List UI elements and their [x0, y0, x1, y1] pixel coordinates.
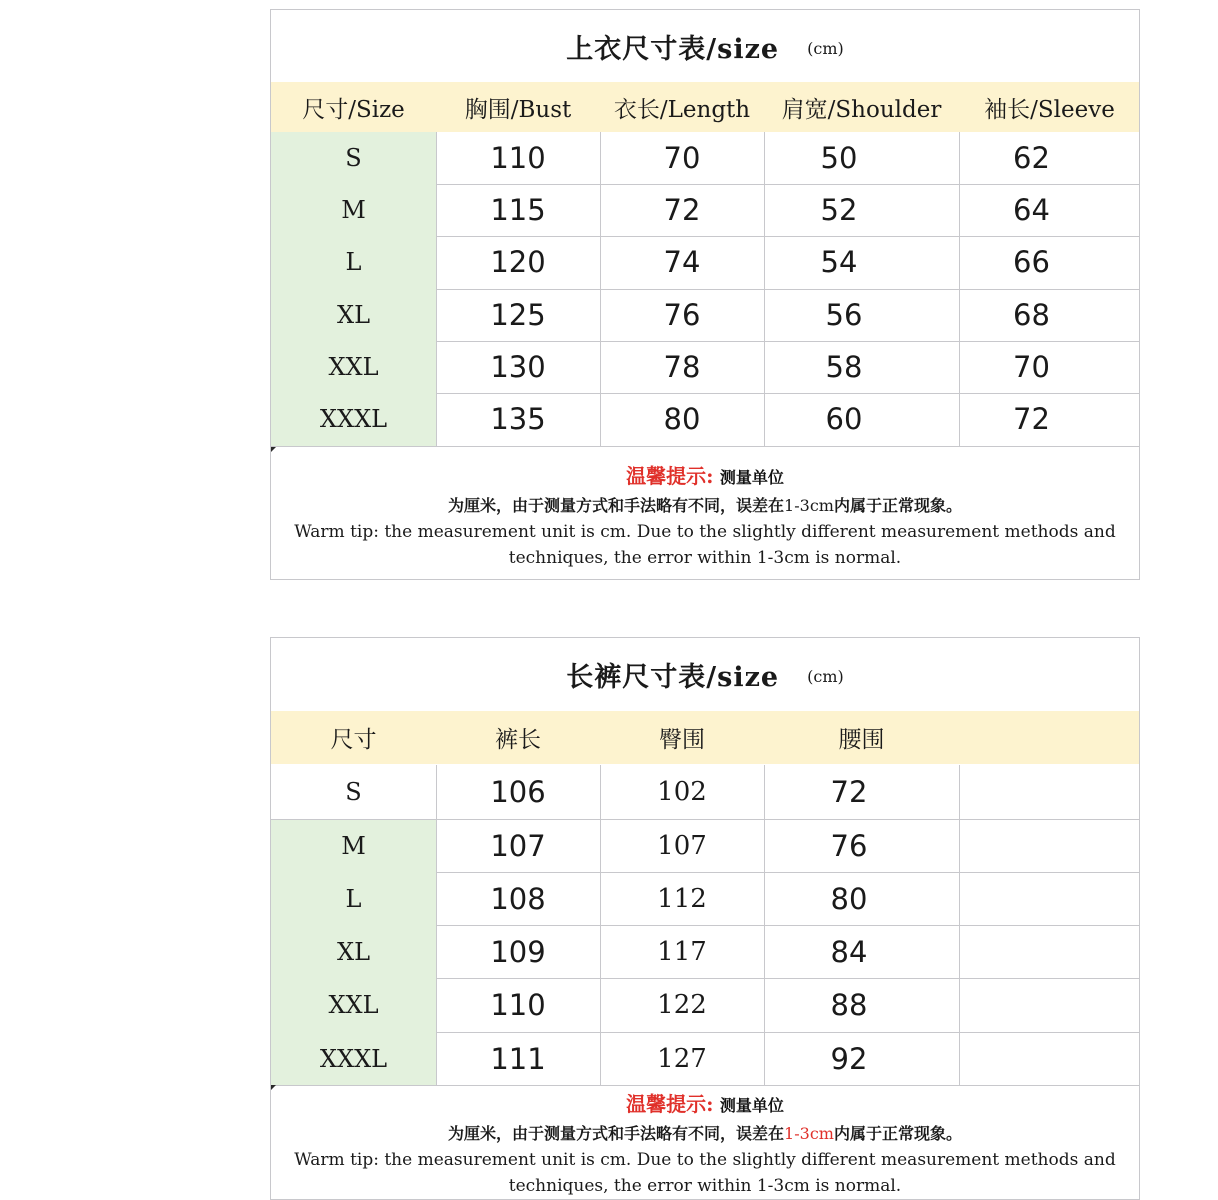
bust-cell: 110 [490, 141, 546, 175]
top-table-header-row [271, 82, 1139, 132]
pants-length-cell: 107 [490, 828, 546, 863]
hip-cell: 117 [657, 936, 707, 967]
bust-cell: 130 [490, 350, 546, 384]
grid-line [436, 393, 1139, 394]
size-cell: S [345, 778, 362, 806]
tip-label: 温馨提示: [626, 1092, 714, 1116]
sleeve-cell: 64 [1013, 193, 1050, 227]
hip-cell: 112 [657, 883, 707, 914]
pants-length-cell: 109 [490, 934, 546, 969]
waist-cell: 88 [830, 988, 868, 1022]
waist-cell: 92 [830, 1041, 868, 1076]
tip-label: 温馨提示: [626, 464, 714, 488]
top-size-table [270, 9, 1140, 580]
length-cell: 78 [663, 350, 701, 384]
tip-english: Warm tip: the measurement unit is cm. Due to the slightly different measurement methods and techniques, the error within 1-3cm is normal. [294, 1150, 1116, 1196]
table-row [271, 132, 1139, 184]
tip-label-suffix: 测量单位 [719, 1096, 784, 1115]
shoulder-cell: 54 [820, 245, 858, 279]
grid-line [436, 289, 1139, 290]
tip-label-suffix: 测量单位 [719, 468, 784, 487]
hip-cell: 127 [657, 1043, 707, 1074]
hip-cell: 107 [657, 830, 707, 861]
bust-cell: 135 [490, 402, 546, 436]
bust-cell: 120 [490, 245, 546, 279]
table-row [271, 1032, 1139, 1085]
pants-table-unit: (cm) [807, 666, 844, 686]
length-cell: 72 [663, 193, 701, 227]
waist-cell: 76 [830, 828, 868, 863]
header-shoulder: 肩宽/Shoulder [781, 96, 942, 123]
grid-line [436, 925, 1139, 926]
size-cell: XL [336, 937, 371, 966]
table-row [271, 184, 1139, 236]
shoulder-cell: 56 [825, 298, 863, 332]
size-cell: S [345, 144, 362, 172]
header-size: 尺寸 [330, 727, 377, 753]
sleeve-cell: 72 [1013, 402, 1050, 436]
shoulder-cell: 58 [825, 350, 863, 384]
grid-line [271, 446, 1139, 447]
waist-cell: 84 [830, 934, 868, 969]
sleeve-cell: 62 [1013, 141, 1050, 175]
pants-table-title: 长裤尺寸表/size [566, 661, 780, 693]
tip-cn-range: 1-3cm [784, 496, 834, 515]
top-table-title-bar [271, 10, 1139, 82]
pants-table-header-row [271, 711, 1139, 764]
grid-line [271, 819, 1139, 820]
bust-cell: 115 [490, 193, 546, 227]
size-cell: XXXL [319, 405, 388, 433]
corner-mark [271, 447, 276, 452]
shoulder-cell: 60 [825, 402, 863, 436]
bust-cell: 125 [490, 298, 546, 332]
hip-cell: 102 [657, 777, 707, 807]
grid-line [271, 1085, 1139, 1086]
header-pants-length: 裤长 [495, 727, 541, 753]
pants-size-table [270, 637, 1140, 1200]
shoulder-cell: 50 [820, 141, 858, 175]
pants-length-cell: 108 [490, 881, 546, 916]
header-size: 尺寸/Size [302, 96, 405, 123]
size-cell: XL [336, 301, 371, 329]
waist-cell: 80 [830, 881, 868, 916]
top-table-unit: (cm) [807, 38, 844, 58]
length-cell: 70 [663, 141, 701, 175]
pants-table-title-bar [271, 638, 1139, 710]
size-cell: XXXL [319, 1044, 388, 1073]
size-cell: M [341, 831, 366, 860]
table-row [271, 925, 1139, 978]
tip-cn-b: 内属于正常现象。 [833, 496, 962, 515]
tip-cn-b: 内属于正常现象。 [833, 1124, 962, 1143]
header-length: 衣长/Length [613, 96, 751, 123]
table-row [271, 289, 1139, 341]
size-cell: XXL [328, 353, 379, 381]
tip-cn-range: 1-3cm [784, 1124, 834, 1143]
sleeve-cell: 68 [1013, 298, 1050, 332]
length-cell: 76 [663, 298, 701, 332]
grid-line [436, 341, 1139, 342]
table-row [271, 393, 1139, 445]
table-row [271, 819, 1139, 872]
grid-line [436, 872, 1139, 873]
header-waist: 腰围 [838, 727, 885, 753]
grid-line [436, 184, 1139, 185]
table-row [271, 341, 1139, 393]
tip-cn-a: 为厘米，由于测量方式和手法略有不同，误差在 [448, 496, 785, 515]
tip-cn-a: 为厘米，由于测量方式和手法略有不同，误差在 [448, 1124, 785, 1143]
pants-warm-tip [271, 1089, 1139, 1199]
table-row [271, 236, 1139, 288]
size-cell: XXL [328, 991, 379, 1019]
pants-length-cell: 111 [490, 1041, 546, 1076]
hip-cell: 122 [657, 990, 707, 1020]
table-row [271, 978, 1139, 1032]
sleeve-cell: 66 [1013, 245, 1050, 279]
grid-line [436, 1032, 1139, 1033]
size-cell: M [341, 196, 366, 224]
grid-line [436, 978, 1139, 979]
table-row [271, 765, 1139, 819]
sleeve-cell: 70 [1013, 350, 1050, 384]
length-cell: 80 [663, 402, 701, 436]
length-cell: 74 [663, 245, 701, 279]
size-cell: L [345, 884, 362, 913]
header-sleeve: 袖长/Sleeve [984, 96, 1115, 123]
size-cell: L [345, 248, 362, 276]
shoulder-cell: 52 [820, 193, 858, 227]
pants-length-cell: 106 [490, 775, 546, 809]
grid-line [436, 236, 1139, 237]
tip-english: Warm tip: the measurement unit is cm. Due to the slightly different measurement methods and techniques, the error within 1-3cm is normal. [294, 522, 1116, 568]
header-bust: 胸围/Bust [464, 96, 572, 123]
header-hip: 臀围 [659, 727, 705, 753]
pants-length-cell: 110 [490, 988, 546, 1022]
top-warm-tip [271, 461, 1139, 571]
top-table-title: 上衣尺寸表/size [566, 33, 780, 65]
table-row [271, 872, 1139, 925]
waist-cell: 72 [830, 775, 868, 809]
